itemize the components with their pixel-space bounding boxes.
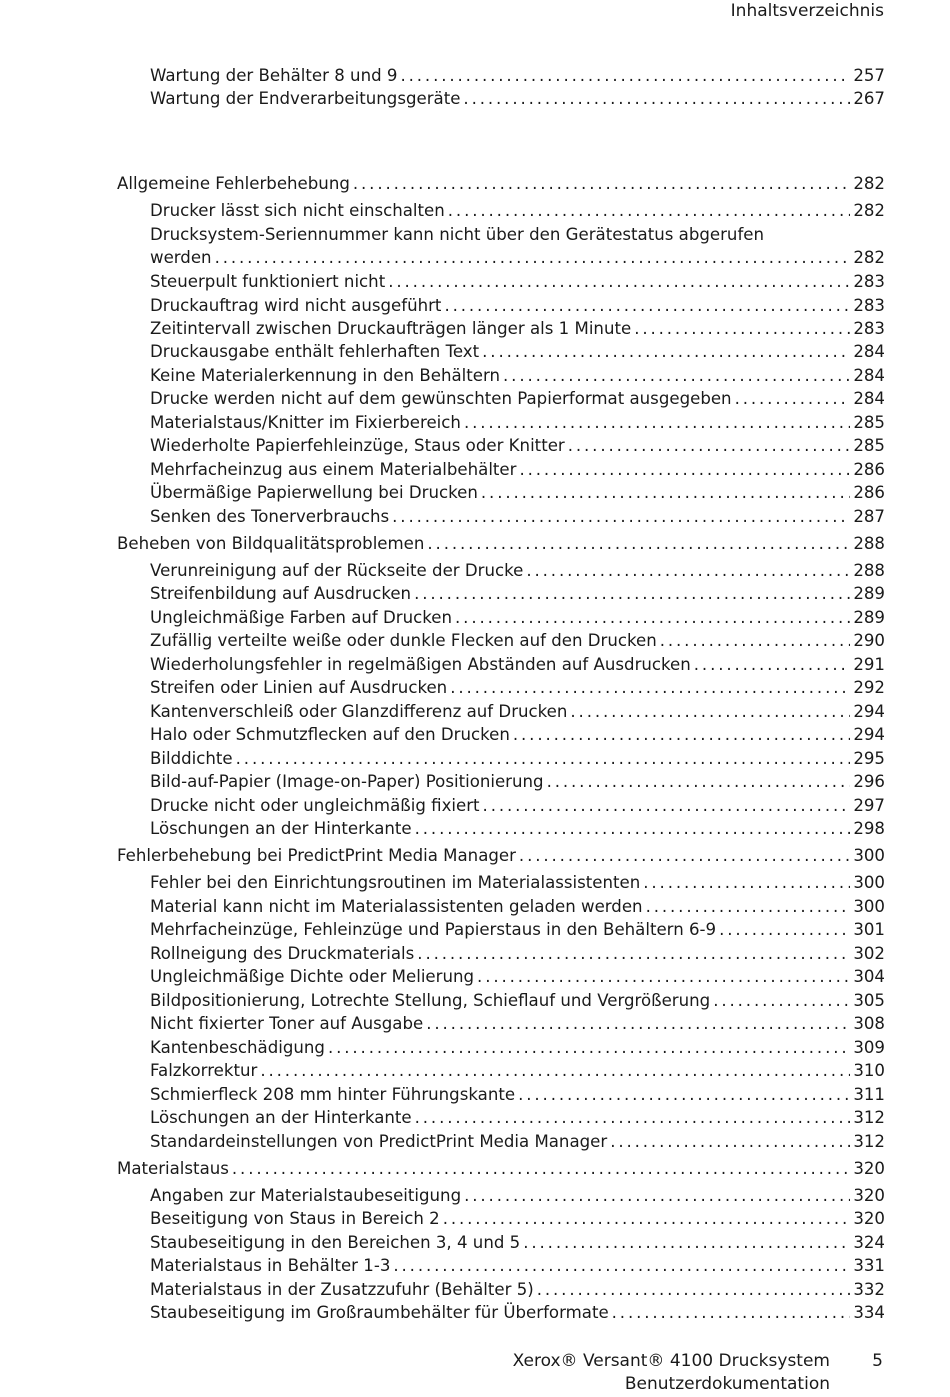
toc-dot-leader [513, 724, 850, 746]
toc-entry-title: Bildpositionierung, Lotrechte Stellung, Schieflauf und Vergrößerung [150, 991, 711, 1010]
toc-dot-leader [482, 341, 850, 363]
toc-subsection-entry[interactable] [150, 990, 885, 1012]
toc-dot-leader [415, 818, 851, 840]
toc-page-number: 291 [853, 655, 885, 674]
toc-subsection-entry[interactable] [150, 771, 885, 793]
toc-page-number: 284 [853, 342, 885, 361]
toc-dot-leader [328, 1037, 850, 1059]
toc-dot-leader [483, 795, 851, 817]
toc-entry-title: Druckausgabe enthält fehlerhaften Text [150, 342, 480, 361]
toc-dot-leader [455, 607, 850, 629]
toc-entry-title: Wiederholungsfehler in regelmäßigen Abständen auf Ausdrucken [150, 655, 691, 674]
toc-page-number: 298 [853, 819, 885, 838]
toc-entry-title: Standardeinstellungen von PredictPrint Media Manager [150, 1132, 608, 1151]
toc-entry-title: Senken des Tonerverbrauchs [150, 507, 390, 526]
toc-entry-title: Fehler bei den Einrichtungsroutinen im Materialassistenten [150, 873, 641, 892]
toc-subsection-entry[interactable] [150, 1232, 885, 1254]
toc-subsection-entry[interactable] [150, 872, 885, 894]
toc-entry-title: Übermäßige Papierwellung bei Drucken [150, 483, 478, 502]
toc-dot-leader [232, 1158, 850, 1180]
toc-page-number: 286 [853, 483, 885, 502]
toc-section-entry[interactable] [117, 533, 885, 555]
toc-entry-title: Streifen oder Linien auf Ausdrucken [150, 678, 448, 697]
toc-page-number: 304 [853, 967, 885, 986]
toc-page-number: 320 [853, 1209, 885, 1228]
toc-dot-leader [735, 388, 851, 410]
toc-subsection-entry[interactable] [150, 482, 885, 504]
toc-dot-leader [568, 435, 851, 457]
toc-dot-leader [518, 1084, 850, 1106]
toc-subsection-entry[interactable] [150, 412, 885, 434]
toc-subsection-entry[interactable] [150, 795, 885, 817]
toc-dot-leader [215, 247, 851, 269]
toc-entry-title: Mehrfacheinzug aus einem Materialbehälter [150, 460, 517, 479]
page-number: 5 [872, 1351, 883, 1371]
toc-entry-title: Nicht fixierter Toner auf Ausgabe [150, 1014, 424, 1033]
toc-entry-title: Materialstaus in Behälter 1-3 [150, 1256, 391, 1275]
toc-dot-leader [713, 990, 850, 1012]
toc-entry-title: Materialstaus [117, 1159, 229, 1178]
toc-subsection-entry[interactable] [150, 65, 885, 87]
toc-dot-leader [519, 459, 850, 481]
toc-page-number: 288 [853, 534, 885, 553]
toc-subsection-entry[interactable] [150, 966, 885, 988]
toc-dot-leader [427, 533, 850, 555]
toc-dot-leader [464, 1185, 850, 1207]
toc-entry-title: Fehlerbehebung bei PredictPrint Media Manager [117, 846, 516, 865]
toc-dot-leader [260, 1060, 850, 1082]
toc-dot-leader [634, 318, 850, 340]
toc-page-number: 283 [853, 319, 885, 338]
toc-dot-leader [719, 919, 850, 941]
toc-page-number: 292 [853, 678, 885, 697]
toc-dot-leader [450, 677, 850, 699]
toc-entry-title: Drucker lässt sich nicht einschalten [150, 201, 445, 220]
toc-page-number: 311 [853, 1085, 885, 1104]
toc-entry-title: Allgemeine Fehlerbehebung [117, 174, 350, 193]
toc-entry-title: Material kann nicht im Materialassistenten geladen werden [150, 897, 643, 916]
toc-dot-leader [477, 966, 850, 988]
footer-document-title [513, 1350, 830, 1396]
toc-entry-title: Wartung der Behälter 8 und 9 [150, 66, 398, 85]
toc-entry-title: Drucke nicht oder ungleichmäßig fixiert [150, 796, 480, 815]
toc-subsection-entry[interactable] [150, 583, 885, 605]
toc-subsection-entry[interactable] [150, 506, 885, 528]
toc-dot-leader [353, 173, 850, 195]
toc-entry-title: Wiederholte Papierfehleinzüge, Staus oder Knitter [150, 436, 565, 455]
toc-dot-leader [400, 65, 850, 87]
toc-subsection-entry[interactable] [150, 654, 885, 676]
toc-subsection-entry[interactable] [150, 1185, 885, 1207]
toc-entry-title: Beseitigung von Staus in Bereich 2 [150, 1209, 440, 1228]
toc-dot-leader [643, 872, 850, 894]
toc-subsection-entry[interactable] [150, 607, 885, 629]
toc-entry-title: Löschungen an der Hinterkante [150, 819, 412, 838]
toc-page-number: 301 [853, 920, 885, 939]
toc-subsection-entry[interactable] [150, 1131, 885, 1153]
toc-entry-title: Staubeseitigung im Großraumbehälter für Überformate [150, 1303, 609, 1322]
toc-page-number: 282 [853, 248, 885, 267]
toc-subsection-entry[interactable] [150, 630, 885, 652]
toc-entry-title: Zeitintervall zwischen Druckaufträgen länger als 1 Minute [150, 319, 632, 338]
toc-entry-title: Keine Materialerkennung in den Behältern [150, 366, 501, 385]
toc-subsection-entry[interactable] [150, 1037, 885, 1059]
toc-page-number: 300 [853, 873, 885, 892]
toc-page-number: 300 [853, 846, 885, 865]
toc-dot-leader [392, 506, 850, 528]
toc-subsection-entry[interactable] [150, 318, 885, 340]
toc-dot-leader [694, 654, 851, 676]
toc-entry-title: Rollneigung des Druckmaterials [150, 944, 415, 963]
toc-entry-title: Kantenverschleiß oder Glanzdifferenz auf Drucken [150, 702, 568, 721]
toc-dot-leader [414, 583, 850, 605]
toc-dot-leader [444, 295, 850, 317]
toc-page-number: 287 [853, 507, 885, 526]
toc-page-number: 334 [853, 1303, 885, 1322]
toc-page-number: 332 [853, 1280, 885, 1299]
toc-dot-leader [415, 1107, 851, 1129]
toc-entry-title: Kantenbeschädigung [150, 1038, 325, 1057]
toc-subsection-entry[interactable] [150, 295, 885, 317]
toc-subsection-entry[interactable] [150, 388, 885, 410]
toc-entry-title: Bilddichte [150, 749, 233, 768]
toc-page-number: 295 [853, 749, 885, 768]
toc-dot-leader [660, 630, 851, 652]
toc-dot-leader [519, 845, 850, 867]
toc-subsection-entry[interactable] [150, 677, 885, 699]
toc-page-number: 257 [853, 66, 885, 85]
toc-subsection-entry[interactable] [150, 247, 885, 269]
toc-dot-leader [426, 1013, 850, 1035]
toc-page-number: 331 [853, 1256, 885, 1275]
toc-page-number: 296 [853, 772, 885, 791]
footer-product-name: Xerox® Versant® 4100 Drucksystem [512, 1351, 830, 1371]
toc-page-number: 302 [853, 944, 885, 963]
toc-page-number: 308 [853, 1014, 885, 1033]
toc-entry-title: Drucke werden nicht auf dem gewünschten Papierformat ausgegeben [150, 389, 732, 408]
toc-entry-title: Beheben von Bildqualitätsproblemen [117, 534, 425, 553]
toc-page-number: 290 [853, 631, 885, 650]
toc-entry-title: Ungleichmäßige Farben auf Drucken [150, 608, 453, 627]
toc-page-number: 284 [853, 366, 885, 385]
toc-subsection-entry[interactable] [150, 1107, 885, 1129]
toc-section-entry[interactable] [117, 845, 885, 867]
toc-entry-title: Steuerpult funktioniert nicht [150, 272, 386, 291]
toc-page-number: 312 [853, 1132, 885, 1151]
toc-dot-leader [236, 748, 851, 770]
toc-dot-leader [526, 560, 850, 582]
toc-subsection-entry[interactable] [150, 459, 885, 481]
toc-page-number: 286 [853, 460, 885, 479]
toc-entry-title: Mehrfacheinzüge, Fehleinzüge und Papierstaus in den Behältern 6-9 [150, 920, 717, 939]
toc-entry-title: Ungleichmäßige Dichte oder Melierung [150, 967, 475, 986]
toc-page-number: 312 [853, 1108, 885, 1127]
toc-dot-leader [612, 1302, 851, 1324]
toc-page-number: 320 [853, 1159, 885, 1178]
toc-page-number: 284 [853, 389, 885, 408]
toc-page-number: 285 [853, 413, 885, 432]
toc-dot-leader [443, 1208, 851, 1230]
toc-subsection-entry[interactable] [150, 1084, 885, 1106]
toc-page-number: 294 [853, 702, 885, 721]
toc-dot-leader [646, 896, 851, 918]
toc-entry-title: Materialstaus/Knitter im Fixierbereich [150, 413, 461, 432]
toc-page-number: 283 [853, 296, 885, 315]
toc-dot-leader [610, 1131, 850, 1153]
toc-subsection-entry[interactable] [150, 1060, 885, 1082]
toc-entry-title: Falzkorrektur [150, 1061, 258, 1080]
toc-page-number: 294 [853, 725, 885, 744]
toc-entry-title: werden [150, 248, 212, 267]
running-header: Inhaltsverzeichnis [730, 1, 884, 21]
toc-subsection-entry[interactable] [150, 341, 885, 363]
toc-entry-title: Zufällig verteilte weiße oder dunkle Flecken auf den Drucken [150, 631, 657, 650]
toc-subsection-entry[interactable] [150, 560, 885, 582]
toc-page-number: 282 [853, 201, 885, 220]
toc-page-number: 289 [853, 608, 885, 627]
footer-document-type: Benutzerdokumentation [624, 1374, 830, 1394]
toc-page-number: 285 [853, 436, 885, 455]
toc-section-entry[interactable] [117, 1158, 885, 1180]
toc-dot-leader [388, 271, 850, 293]
toc-page-number: 289 [853, 584, 885, 603]
toc-dot-leader [537, 1279, 851, 1301]
toc-subsection-entry[interactable] [150, 919, 885, 941]
toc-page-number: 282 [853, 174, 885, 193]
toc-subsection-entry[interactable] [150, 88, 885, 110]
toc-dot-leader [503, 365, 850, 387]
toc-subsection-entry[interactable] [150, 943, 885, 965]
toc-entry-title: Druckauftrag wird nicht ausgeführt [150, 296, 442, 315]
toc-subsection-entry[interactable] [150, 701, 885, 723]
toc-page-number: 300 [853, 897, 885, 916]
toc-subsection-entry[interactable] [150, 1302, 885, 1324]
toc-entry-title: Angaben zur Materialstaubeseitigung [150, 1186, 462, 1205]
toc-subsection-entry[interactable] [150, 818, 885, 840]
toc-dot-leader [464, 412, 850, 434]
toc-subsection-entry[interactable] [150, 1279, 885, 1301]
toc-entry-title: Wartung der Endverarbeitungsgeräte [150, 89, 461, 108]
toc-entry-title: Halo oder Schmutzflecken auf den Drucken [150, 725, 510, 744]
toc-page-number: 267 [853, 89, 885, 108]
toc-entry-text-line: Drucksystem-Seriennummer kann nicht über den Gerätestatus abgerufen [150, 225, 765, 244]
toc-page-number: 324 [853, 1233, 885, 1252]
toc-entry-title: Staubeseitigung in den Bereichen 3, 4 und 5 [150, 1233, 521, 1252]
toc-dot-leader [393, 1255, 850, 1277]
toc-section-entry[interactable] [117, 173, 885, 195]
toc-entry-title: Streifenbildung auf Ausdrucken [150, 584, 412, 603]
toc-entry-title: Schmierfleck 208 mm hinter Führungskante [150, 1085, 516, 1104]
toc-subsection-entry[interactable] [150, 271, 885, 293]
toc-dot-leader [523, 1232, 850, 1254]
toc-entry-title: Materialstaus in der Zusatzzufuhr (Behälter 5) [150, 1280, 534, 1299]
toc-dot-leader [463, 88, 850, 110]
toc-subsection-entry[interactable] [150, 724, 885, 746]
toc-subsection-entry[interactable] [150, 1208, 885, 1230]
toc-dot-leader [547, 771, 851, 793]
toc-entry-title: Löschungen an der Hinterkante [150, 1108, 412, 1127]
toc-page-number: 283 [853, 272, 885, 291]
toc-page-number: 305 [853, 991, 885, 1010]
toc-subsection-entry[interactable] [150, 1013, 885, 1035]
toc-subsection-entry[interactable] [150, 896, 885, 918]
toc-subsection-entry[interactable] [150, 200, 885, 222]
toc-dot-leader [448, 200, 851, 222]
toc-subsection-entry[interactable] [150, 1255, 885, 1277]
toc-subsection-entry[interactable] [150, 365, 885, 387]
toc-page-number: 297 [853, 796, 885, 815]
toc-page-number: 309 [853, 1038, 885, 1057]
toc-subsection-entry[interactable] [150, 748, 885, 770]
toc-dot-leader [417, 943, 850, 965]
toc-subsection-entry[interactable] [150, 435, 885, 457]
toc-dot-leader [481, 482, 850, 504]
toc-page-number: 310 [853, 1061, 885, 1080]
toc-page-number: 320 [853, 1186, 885, 1205]
toc-dot-leader [570, 701, 850, 723]
toc-entry-title: Verunreinigung auf der Rückseite der Drucke [150, 561, 524, 580]
toc-entry-title: Bild-auf-Papier (Image-on-Paper) Positionierung [150, 772, 544, 791]
toc-page-number: 288 [853, 561, 885, 580]
